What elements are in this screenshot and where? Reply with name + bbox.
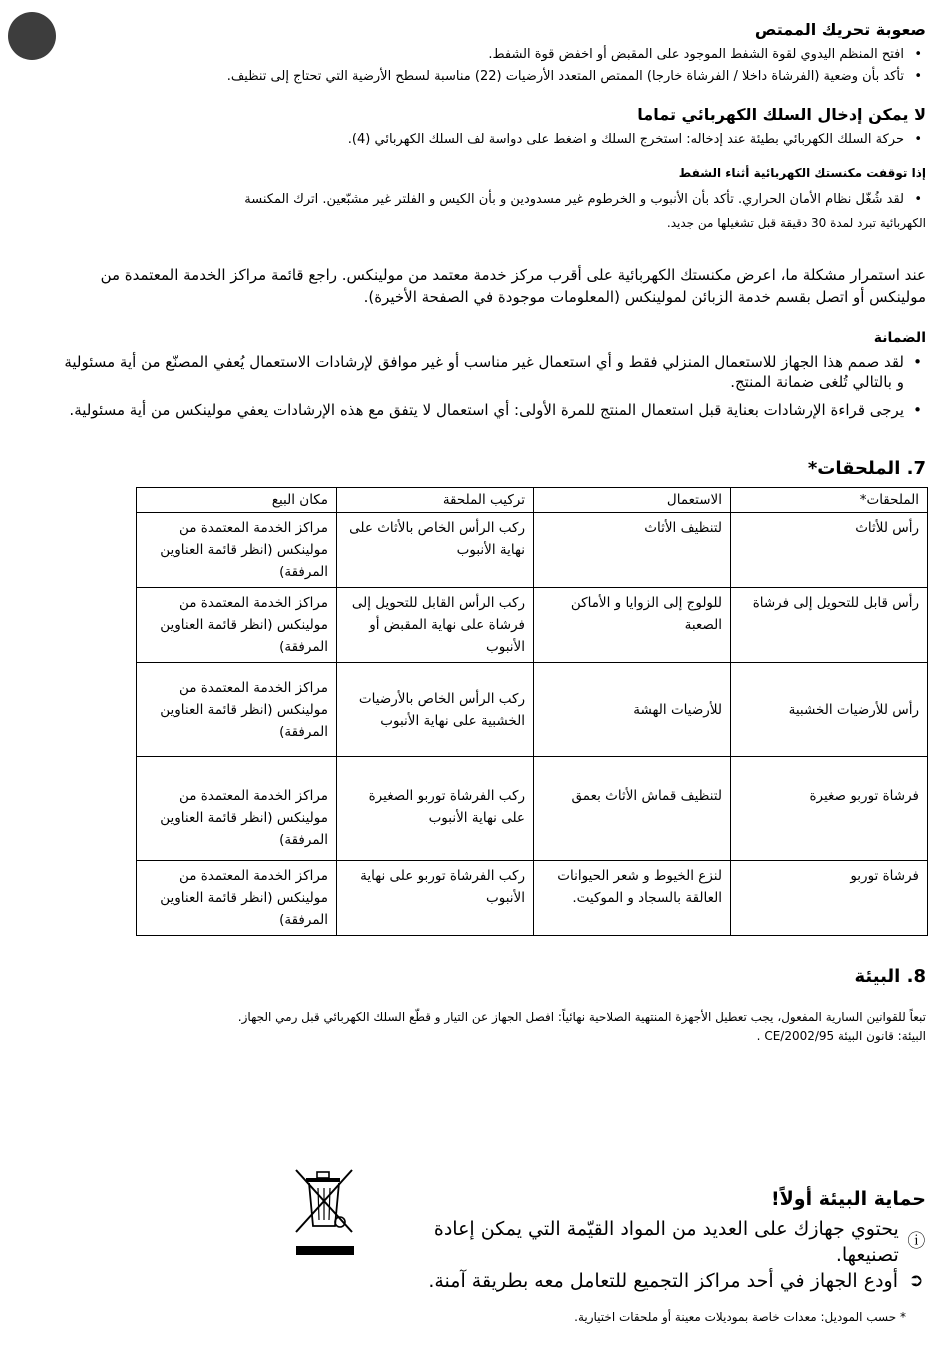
environment-protection-text bbox=[386, 1160, 926, 1294]
table-row bbox=[137, 588, 928, 663]
troubleshoot-cord bbox=[60, 105, 926, 150]
table-cell: لنزع الخيوط و شعر الحيوانات العالقة بالسجاد و الموكيت. bbox=[534, 861, 731, 936]
table-cell: ركب الفرشاة توربو الصغيرة على نهاية الأنبوب bbox=[337, 757, 534, 861]
column-header: تركيب الملحقة bbox=[337, 488, 534, 513]
crossed-bin-icon bbox=[290, 1162, 360, 1262]
list-item: • افتح المنظم اليدوي لقوة الشفط الموجود على المقبض أو اخفض قوة الشفط. bbox=[60, 45, 926, 65]
list-item: • لقد شُغّل نظام الأمان الحراري. تأكد بأن الأنبوب و الخرطوم غير مسدودين و بأن الكيس و الفلتر غير مشبّعين. اترك المكنسة bbox=[60, 190, 926, 210]
table-cell: فرشاة توربو bbox=[731, 861, 928, 936]
warranty-title: الضمانة bbox=[873, 330, 926, 346]
table-cell: رأس قابل للتحويل إلى فرشاة bbox=[731, 588, 928, 663]
column-header: الاستعمال bbox=[534, 488, 731, 513]
protection-line-text: أودع الجهاز في أحد مراكز التجميع للتعامل معه بطريقة آمنة. bbox=[428, 1270, 898, 1292]
accessories-title: 7. الملحقات* bbox=[807, 458, 926, 479]
persist-paragraph: عند استمرار مشكلة ما، اعرض مكنستك الكهربائية على أقرب مركز خدمة معتمد من مولينكس. راجع قائمة مراكز الخدمة المعتمدة من مولينكس أو اتصل بقسم خدمة الزبائن لمولينكس (المعلومات موجودة في الصفحة الأخيرة). bbox=[100, 266, 926, 306]
stop-continuation: الكهربائية تبرد لمدة 30 دقيقة قبل تشغيلها من جديد. bbox=[666, 216, 926, 230]
table-row bbox=[137, 861, 928, 936]
list-item: • لقد صمم هذا الجهاز للاستعمال المنزلي فقط و أي استعمال غير مناسب أو غير موافق لإرشادات الاستعمال يُعفي المصنّع من أية مسئولية و بالتالي تُلغى ضمانة المنتج. bbox=[60, 352, 926, 392]
table-cell: ركب الرأس القابل للتحويل إلى فرشاة على نهاية المقبض أو الأنبوب bbox=[337, 588, 534, 663]
cord-title: لا يمكن إدخال السلك الكهربائي تماما bbox=[637, 105, 926, 124]
suction-list bbox=[60, 45, 926, 87]
table-row bbox=[137, 757, 928, 861]
troubleshoot-stop bbox=[60, 166, 926, 234]
troubleshoot-suction bbox=[60, 20, 926, 87]
table-cell: ركب الفرشاة توربو على نهاية الأنبوب bbox=[337, 861, 534, 936]
protection-title: حماية البيئة أولاً! bbox=[770, 1188, 926, 1210]
table-cell: ركب الرأس الخاص بالأثاث على نهاية الأنبوب bbox=[337, 513, 534, 588]
table-row bbox=[137, 663, 928, 757]
protection-line bbox=[386, 1268, 926, 1294]
environment-text: تبعاً للقوانين السارية المفعول، يجب تعطيل الأجهزة المنتهية الصلاحية نهائياً: افصل الجهاز عن التيار و قطّع السلك الكهربائي قبل رمي الجهاز. bbox=[237, 1010, 926, 1024]
environment-title: 8. البيئة bbox=[854, 966, 926, 987]
list-item: • تأكد بأن وضعية (الفرشاة داخلا / الفرشاة خارجا) الممتص المتعدد الأرضيات (22) مناسبة لسطح الأرضية التي تحتاج إلى تنظيف. bbox=[60, 67, 926, 87]
column-header: الملحقات* bbox=[731, 488, 928, 513]
column-header: مكان البيع bbox=[137, 488, 337, 513]
protection-line bbox=[386, 1216, 926, 1268]
protection-line-text: يحتوي جهازك على العديد من المواد القيّمة التي يمكن إعادة تصنيعها. bbox=[433, 1218, 899, 1266]
table-cell: رأس للأرضيات الخشبية bbox=[731, 663, 928, 757]
drop-off-arrow-icon: ➲ bbox=[908, 1270, 924, 1291]
environment-law: البيئة: قانون البيئة 2002/95/CE . bbox=[756, 1029, 926, 1043]
list-item: • يرجى قراءة الإرشادات بعناية قبل استعمال المنتج للمرة الأولى: أي استعمال لا يتفق مع هذه الإرشادات يعفي مولينكس من أية مسئولية. bbox=[60, 400, 926, 420]
accessories-section bbox=[60, 458, 926, 936]
recycle-info-icon: ⓘ bbox=[907, 1231, 926, 1252]
environment-protection bbox=[290, 1160, 926, 1292]
table-header-row bbox=[137, 488, 928, 513]
table-cell: مراكز الخدمة المعتمدة من مولينكس (انظر قائمة العناوين المرفقة) bbox=[137, 861, 337, 936]
table-cell: مراكز الخدمة المعتمدة من مولينكس (انظر قائمة العناوين المرفقة) bbox=[137, 757, 337, 861]
suction-title: صعوبة تحريك الممتص bbox=[754, 20, 926, 39]
environment-section bbox=[60, 966, 926, 1045]
page-corner-dot bbox=[8, 12, 56, 60]
table-cell: مراكز الخدمة المعتمدة من مولينكس (انظر قائمة العناوين المرفقة) bbox=[137, 588, 337, 663]
warranty-section bbox=[60, 330, 926, 420]
table-cell: للأرضيات الهشة bbox=[534, 663, 731, 757]
cord-list bbox=[60, 130, 926, 150]
table-cell: مراكز الخدمة المعتمدة من مولينكس (انظر قائمة العناوين المرفقة) bbox=[137, 513, 337, 588]
accessories-table bbox=[136, 487, 928, 936]
table-cell: ركب الرأس الخاص بالأرضيات الخشبية على نهاية الأنبوب bbox=[337, 663, 534, 757]
table-cell: للولوج إلى الزوايا و الأماكن الصعبة bbox=[534, 588, 731, 663]
table-cell: مراكز الخدمة المعتمدة من مولينكس (انظر قائمة العناوين المرفقة) bbox=[137, 663, 337, 757]
document-page bbox=[60, 20, 926, 1045]
table-cell: فرشاة توربو صغيرة bbox=[731, 757, 928, 861]
list-item: • حركة السلك الكهربائي بطيئة عند إدخاله: استخرج السلك و اضغط على دواسة لف السلك الكهربائي (4). bbox=[60, 130, 926, 150]
footnote: * حسب الموديل: معدات خاصة بموديلات معينة أو ملحقات اختيارية. bbox=[574, 1310, 906, 1324]
stop-list bbox=[60, 190, 926, 210]
table-cell: رأس للأثاث bbox=[731, 513, 928, 588]
warranty-list bbox=[60, 352, 926, 420]
stop-title: إذا توقفت مكنستك الكهربائية أثناء الشفط bbox=[678, 166, 926, 180]
table-cell: لتنظيف الأثاث bbox=[534, 513, 731, 588]
table-row bbox=[137, 513, 928, 588]
table-cell: لتنظيف قماش الأثاث بعمق bbox=[534, 757, 731, 861]
